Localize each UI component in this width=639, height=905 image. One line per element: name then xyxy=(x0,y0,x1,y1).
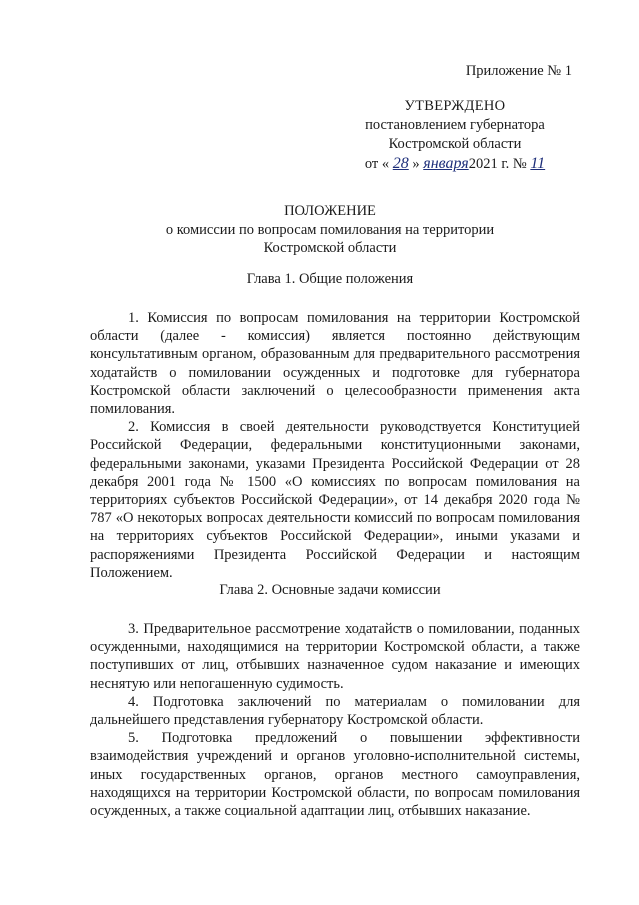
chapter-1-body xyxy=(90,309,580,582)
title-heading: ПОЛОЖЕНИЕ xyxy=(284,203,376,219)
decree-date-line xyxy=(330,154,580,174)
date-mid: » xyxy=(412,156,420,172)
decree-number-handwritten: 11 xyxy=(530,155,546,172)
chapter-2-heading: Глава 2. Основные задачи комиссии xyxy=(219,582,441,598)
annex-number: Приложение № 1 xyxy=(465,63,572,79)
date-year: 2021 г. № xyxy=(468,156,527,172)
chapter-1-heading: Глава 1. Общие положения xyxy=(246,271,414,287)
date-day-handwritten: 28 xyxy=(392,155,409,172)
title-line-2: Костромской области xyxy=(263,240,397,256)
paragraph-4: 4. Подготовка заключений по материалам о помиловании для дальнейшего представления губернатору Костромской области. xyxy=(90,693,580,729)
approved-by-line-1: постановлением губернатора xyxy=(365,117,545,133)
date-month-handwritten: января xyxy=(423,155,469,172)
approved-by-line-2: Костромской области xyxy=(388,136,522,152)
chapter-2-body xyxy=(90,620,580,820)
approved-stamp-text: УТВЕРЖДЕНО xyxy=(404,98,506,114)
document-title xyxy=(90,202,570,258)
date-prefix: от « xyxy=(364,156,390,172)
paragraph-5: 5. Подготовка предложений о повышении эффективности взаимодействия учреждений и органов уголовно-исполнительной системы, иных государственных органов, органов местного самоуправления, находящихся на территории Костромской области, по вопросам помилования осужденных, а также социальной адаптации лиц, отбывших наказание. xyxy=(90,730,580,820)
title-line-1: о комиссии по вопросам помилования на территории xyxy=(165,221,495,238)
paragraph-1: 1. Комиссия по вопросам помилования на территории Костромской области (далее - комиссия) является постоянно действующим консультативным органом, образованным для предварительного рассмотрения ходатайств о помиловании осужденных и подготовке для губернатора Костромской области заключений о целесообразности применения акта помилования. xyxy=(90,310,580,418)
paragraph-2: 2. Комиссия в своей деятельности руководствуется Конституцией Российской Федерации, федеральными конституционными законами, федеральными законами, указами Президента Российской Федерации от 28 декабря 2001 года № 1500 «О комиссиях по вопросам помилования на территориях субъектов Российской Федерации», от 14 декабря 2020 года № 787 «О некоторых вопросах деятельности комиссий по вопросам помилования на территориях субъектов Российской Федерации», иными указами и распоряжениями Президента Российской Федерации и настоящим Положением. xyxy=(90,419,580,581)
paragraph-3: 3. Предварительное рассмотрение ходатайств о помиловании, поданных осужденными, находящимися на территории Костромской области, а также поступивших от лиц, отбывших назначенное судом наказание и имеющих неснятую или непогашенную судимость. xyxy=(90,621,580,692)
approval-block xyxy=(330,62,580,174)
